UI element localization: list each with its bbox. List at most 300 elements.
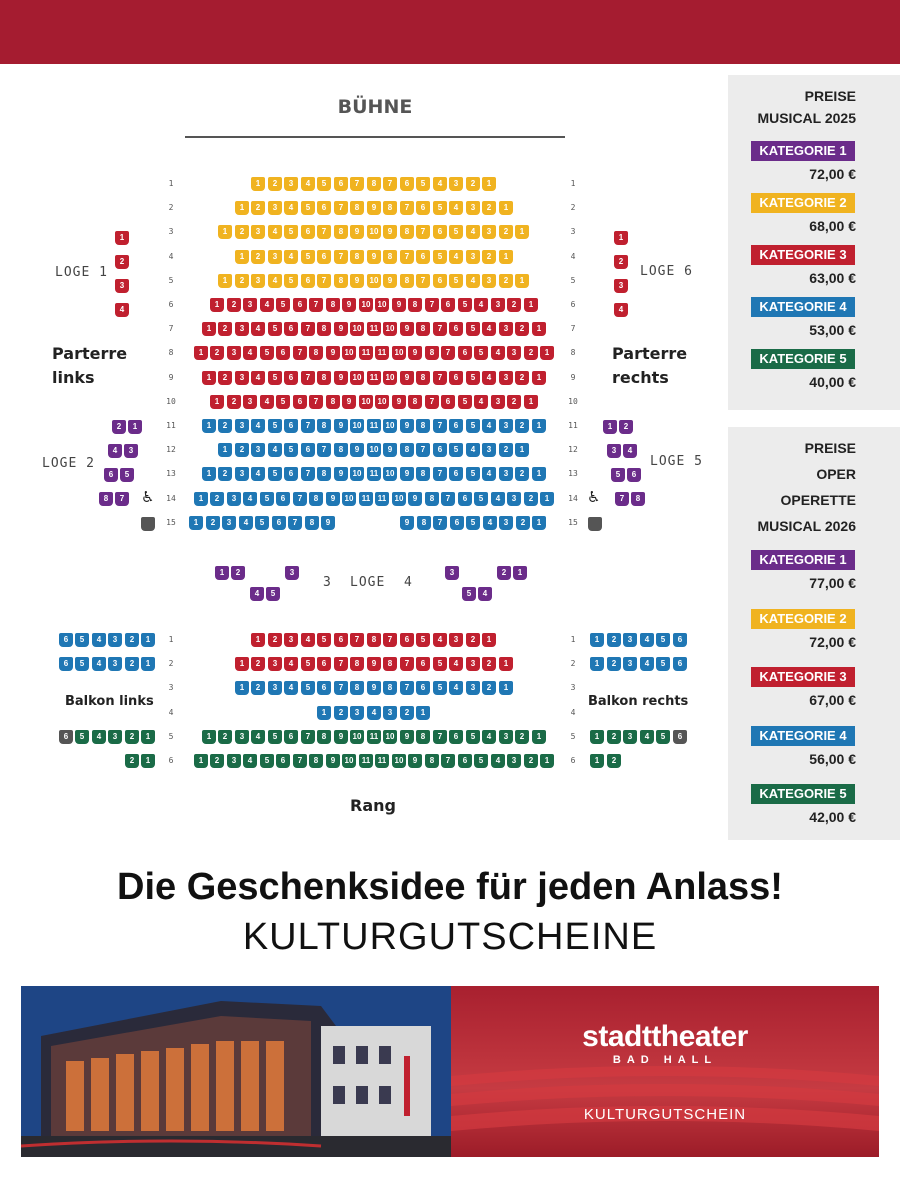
seat-loge5[interactable]: 4	[623, 444, 637, 458]
seat-parterre-r5[interactable]: 9	[350, 274, 364, 288]
seat-rang-r4[interactable]: 2	[400, 706, 414, 720]
seat-parterre-r7[interactable]: 10	[383, 322, 397, 336]
seat-parterre-r10[interactable]: 2	[227, 395, 241, 409]
seat-parterre-r10[interactable]: 4	[474, 395, 488, 409]
seat-rang-r4[interactable]: 3	[383, 706, 397, 720]
seat-parterre-r2[interactable]: 5	[301, 201, 315, 215]
seat-parterre-r13[interactable]: 3	[499, 467, 513, 481]
seat-parterre-r1[interactable]: 8	[367, 177, 381, 191]
seat-parterre-r7[interactable]: 9	[400, 322, 414, 336]
seat-loge4[interactable]: 4	[478, 587, 492, 601]
seat-balkon-links[interactable]: 1	[141, 633, 155, 647]
seat-rang-r6[interactable]: 11	[359, 754, 373, 768]
seat-rang-r1[interactable]: 2	[268, 633, 282, 647]
seat-parterre-r5[interactable]: 6	[433, 274, 447, 288]
seat-loge6[interactable]: 2	[614, 255, 628, 269]
seat-parterre-r1[interactable]: 1	[482, 177, 496, 191]
seat-parterre-r15[interactable]: 6	[450, 516, 464, 530]
seat-parterre-r12[interactable]: 9	[383, 443, 397, 457]
seat-parterre-r1[interactable]: 3	[449, 177, 463, 191]
seat-parterre-r14[interactable]: 9	[326, 492, 340, 506]
seat-parterre-r13[interactable]: 5	[466, 467, 480, 481]
seat-rang-r5[interactable]: 1	[532, 730, 546, 744]
seat-rang-r2[interactable]: 7	[400, 657, 414, 671]
seat-rang-r3[interactable]: 3	[268, 681, 282, 695]
seat-rang-r3[interactable]: 2	[482, 681, 496, 695]
seat-rang-r6[interactable]: 7	[293, 754, 307, 768]
seat-rang-r5[interactable]: 3	[499, 730, 513, 744]
seat-balkon-links[interactable]: 2	[125, 730, 139, 744]
seat-parterre-r6[interactable]: 10	[359, 298, 373, 312]
seat-parterre-r12[interactable]: 2	[499, 443, 513, 457]
seat-parterre-r8[interactable]: 6	[458, 346, 472, 360]
seat-parterre-r5[interactable]: 4	[466, 274, 480, 288]
seat-parterre-r15[interactable]: 3	[499, 516, 513, 530]
seat-rang-r4[interactable]: 1	[317, 706, 331, 720]
seat-parterre-r13[interactable]: 5	[268, 467, 282, 481]
seat-parterre-r6[interactable]: 4	[260, 298, 274, 312]
seat-parterre-r5[interactable]: 6	[301, 274, 315, 288]
seat-parterre-r13[interactable]: 6	[449, 467, 463, 481]
seat-parterre-r12[interactable]: 3	[251, 443, 265, 457]
seat-parterre-r10[interactable]: 5	[276, 395, 290, 409]
seat-parterre-r11[interactable]: 9	[334, 419, 348, 433]
seat-rang-r6[interactable]: 10	[392, 754, 406, 768]
seat-parterre-r2[interactable]: 7	[334, 201, 348, 215]
seat-parterre-r6[interactable]: 8	[408, 298, 422, 312]
seat-rang-r2[interactable]: 8	[350, 657, 364, 671]
seat-rang-r5[interactable]: 3	[235, 730, 249, 744]
seat-parterre-r14[interactable]: 2	[524, 492, 538, 506]
seat-parterre-r9[interactable]: 11	[367, 371, 381, 385]
seat-rang-r3[interactable]: 6	[416, 681, 430, 695]
seat-rang-r2[interactable]: 4	[449, 657, 463, 671]
seat-rang-r1[interactable]: 1	[251, 633, 265, 647]
seat-parterre-r15[interactable]: 5	[255, 516, 269, 530]
seat-rang-r3[interactable]: 1	[499, 681, 513, 695]
seat-parterre-r3[interactable]: 9	[383, 225, 397, 239]
seat-rang-r5[interactable]: 2	[515, 730, 529, 744]
seat-parterre-r6[interactable]: 4	[474, 298, 488, 312]
seat-rang-r1[interactable]: 4	[433, 633, 447, 647]
seat-rang-r1[interactable]: 3	[449, 633, 463, 647]
seat-parterre-r11[interactable]: 4	[482, 419, 496, 433]
seat-rang-r5[interactable]: 7	[301, 730, 315, 744]
seat-parterre-r8[interactable]: 9	[326, 346, 340, 360]
seat-parterre-r9[interactable]: 9	[334, 371, 348, 385]
seat-parterre-r3[interactable]: 2	[235, 225, 249, 239]
seat-rang-r1[interactable]: 7	[350, 633, 364, 647]
seat-parterre-r4[interactable]: 6	[416, 250, 430, 264]
seat-parterre-r2[interactable]: 6	[416, 201, 430, 215]
seat-rang-r3[interactable]: 6	[317, 681, 331, 695]
seat-parterre-r7[interactable]: 3	[499, 322, 513, 336]
seat-rang-r1[interactable]: 6	[400, 633, 414, 647]
seat-rang-r5[interactable]: 10	[383, 730, 397, 744]
seat-rang-r5[interactable]: 1	[202, 730, 216, 744]
seat-rang-r6[interactable]: 5	[474, 754, 488, 768]
seat-parterre-r9[interactable]: 2	[218, 371, 232, 385]
seat-parterre-r2[interactable]: 8	[383, 201, 397, 215]
seat-parterre-r13[interactable]: 10	[350, 467, 364, 481]
seat-parterre-r5[interactable]: 2	[499, 274, 513, 288]
seat-parterre-r9[interactable]: 5	[466, 371, 480, 385]
seat-parterre-r2[interactable]: 4	[284, 201, 298, 215]
seat-parterre-r14[interactable]: 10	[392, 492, 406, 506]
seat-loge3[interactable]: 3	[285, 566, 299, 580]
seat-parterre-r10[interactable]: 2	[507, 395, 521, 409]
seat-parterre-r11[interactable]: 6	[284, 419, 298, 433]
seat-parterre-r1[interactable]: 3	[284, 177, 298, 191]
seat-parterre-r6[interactable]: 1	[210, 298, 224, 312]
seat-parterre-r4[interactable]: 5	[301, 250, 315, 264]
seat-parterre-r7[interactable]: 4	[482, 322, 496, 336]
seat-parterre-r8[interactable]: 3	[507, 346, 521, 360]
seat-parterre-r3[interactable]: 6	[301, 225, 315, 239]
seat-balkon-rechts[interactable]: 4	[640, 633, 654, 647]
seat-parterre-r14[interactable]: 1	[540, 492, 554, 506]
seat-parterre-r8[interactable]: 1	[194, 346, 208, 360]
seat-rang-r3[interactable]: 7	[400, 681, 414, 695]
seat-parterre-r10[interactable]: 10	[375, 395, 389, 409]
seat-parterre-r12[interactable]: 8	[334, 443, 348, 457]
seat-parterre-r7[interactable]: 7	[301, 322, 315, 336]
seat-rang-r6[interactable]: 3	[227, 754, 241, 768]
seat-rang-r5[interactable]: 4	[482, 730, 496, 744]
seat-parterre-r15[interactable]: 8	[305, 516, 319, 530]
seat-parterre-r6[interactable]: 2	[507, 298, 521, 312]
seat-parterre-r14[interactable]: 3	[507, 492, 521, 506]
seat-parterre-r12[interactable]: 5	[449, 443, 463, 457]
seat-parterre-r15[interactable]: 2	[206, 516, 220, 530]
seat-parterre-r11[interactable]: 8	[317, 419, 331, 433]
seat-parterre-r5[interactable]: 10	[367, 274, 381, 288]
seat-rang-r5[interactable]: 5	[268, 730, 282, 744]
seat-parterre-r15[interactable]: 7	[433, 516, 447, 530]
seat-rang-r1[interactable]: 6	[334, 633, 348, 647]
seat-parterre-r14[interactable]: 6	[276, 492, 290, 506]
seat-balkon-rechts[interactable]: 4	[640, 657, 654, 671]
seat-parterre-r9[interactable]: 7	[433, 371, 447, 385]
seat-balkon-links[interactable]: 2	[125, 754, 139, 768]
seat-parterre-r14[interactable]: 4	[243, 492, 257, 506]
seat-parterre-r7[interactable]: 2	[218, 322, 232, 336]
seat-rang-r5[interactable]: 8	[317, 730, 331, 744]
seat-balkon-links[interactable]: 6	[59, 633, 73, 647]
seat-parterre-r2[interactable]: 1	[499, 201, 513, 215]
seat-parterre-r13[interactable]: 2	[515, 467, 529, 481]
seat-parterre-r8[interactable]: 8	[309, 346, 323, 360]
seat-rang-r2[interactable]: 2	[482, 657, 496, 671]
seat-parterre-r8[interactable]: 4	[243, 346, 257, 360]
seat-parterre-r11[interactable]: 1	[202, 419, 216, 433]
seat-parterre-r12[interactable]: 4	[466, 443, 480, 457]
seat-loge3[interactable]: 1	[215, 566, 229, 580]
seat-rang-r5[interactable]: 9	[334, 730, 348, 744]
seat-parterre-r5[interactable]: 8	[400, 274, 414, 288]
seat-balkon-links[interactable]: 1	[141, 730, 155, 744]
seat-loge2[interactable]: 8	[99, 492, 113, 506]
seat-loge1[interactable]: 3	[115, 279, 129, 293]
seat-rang-r2[interactable]: 4	[284, 657, 298, 671]
seat-parterre-r10[interactable]: 3	[243, 395, 257, 409]
seat-loge3[interactable]: 4	[250, 587, 264, 601]
seat-balkon-rechts[interactable]: 6	[673, 633, 687, 647]
seat-parterre-r6[interactable]: 9	[342, 298, 356, 312]
seat-rang-r2[interactable]: 9	[367, 657, 381, 671]
seat-rang-r6[interactable]: 6	[276, 754, 290, 768]
seat-balkon-rechts[interactable]: 1	[590, 754, 604, 768]
seat-parterre-r7[interactable]: 8	[317, 322, 331, 336]
seat-parterre-r13[interactable]: 4	[251, 467, 265, 481]
seat-parterre-r12[interactable]: 1	[515, 443, 529, 457]
seat-parterre-r1[interactable]: 6	[334, 177, 348, 191]
seat-parterre-r10[interactable]: 9	[392, 395, 406, 409]
seat-parterre-r8[interactable]: 10	[392, 346, 406, 360]
seat-rang-r6[interactable]: 2	[524, 754, 538, 768]
seat-parterre-r14[interactable]: 3	[227, 492, 241, 506]
seat-balkon-links[interactable]: 5	[75, 633, 89, 647]
seat-parterre-r7[interactable]: 3	[235, 322, 249, 336]
seat-parterre-r6[interactable]: 6	[293, 298, 307, 312]
seat-parterre-r11[interactable]: 2	[218, 419, 232, 433]
seat-parterre-r10[interactable]: 10	[359, 395, 373, 409]
seat-parterre-r15[interactable]: 9	[321, 516, 335, 530]
seat-rang-r3[interactable]: 4	[284, 681, 298, 695]
seat-parterre-r14[interactable]: 5	[474, 492, 488, 506]
seat-loge3[interactable]: 2	[231, 566, 245, 580]
seat-parterre-r15[interactable]: 3	[222, 516, 236, 530]
seat-loge2[interactable]: 7	[115, 492, 129, 506]
seat-parterre-r4[interactable]: 9	[367, 250, 381, 264]
seat-parterre-r1[interactable]: 7	[383, 177, 397, 191]
seat-parterre-r2[interactable]: 5	[433, 201, 447, 215]
seat-parterre-r13[interactable]: 8	[317, 467, 331, 481]
seat-balkon-rechts[interactable]: 5	[656, 730, 670, 744]
seat-parterre-r6[interactable]: 5	[276, 298, 290, 312]
seat-loge2[interactable]: 3	[124, 444, 138, 458]
seat-parterre-r12[interactable]: 10	[367, 443, 381, 457]
seat-rang-r1[interactable]: 7	[383, 633, 397, 647]
seat-parterre-r5[interactable]: 5	[284, 274, 298, 288]
seat-parterre-r3[interactable]: 3	[251, 225, 265, 239]
seat-parterre-r12[interactable]: 9	[350, 443, 364, 457]
seat-parterre-r8[interactable]: 6	[276, 346, 290, 360]
seat-parterre-r3[interactable]: 5	[449, 225, 463, 239]
seat-loge2[interactable]: 1	[128, 420, 142, 434]
seat-parterre-r9[interactable]: 7	[301, 371, 315, 385]
seat-parterre-r8[interactable]: 10	[342, 346, 356, 360]
seat-rang-r2[interactable]: 3	[466, 657, 480, 671]
seat-parterre-r5[interactable]: 3	[482, 274, 496, 288]
seat-parterre-r11[interactable]: 7	[433, 419, 447, 433]
seat-parterre-r11[interactable]: 7	[301, 419, 315, 433]
seat-parterre-r11[interactable]: 10	[350, 419, 364, 433]
seat-balkon-rechts[interactable]: 5	[656, 633, 670, 647]
seat-parterre-r3[interactable]: 8	[334, 225, 348, 239]
seat-parterre-r2[interactable]: 9	[367, 201, 381, 215]
seat-parterre-r13[interactable]: 1	[202, 467, 216, 481]
seat-loge2[interactable]: 6	[104, 468, 118, 482]
seat-parterre-r15[interactable]: 2	[516, 516, 530, 530]
seat-loge6[interactable]: 3	[614, 279, 628, 293]
seat-rang-r1[interactable]: 5	[317, 633, 331, 647]
seat-parterre-r9[interactable]: 5	[268, 371, 282, 385]
seat-parterre-r15[interactable]: 4	[483, 516, 497, 530]
seat-parterre-r10[interactable]: 9	[342, 395, 356, 409]
seat-loge5[interactable]: 2	[619, 420, 633, 434]
seat-parterre-r10[interactable]: 8	[408, 395, 422, 409]
seat-parterre-r9[interactable]: 1	[532, 371, 546, 385]
seat-balkon-links[interactable]: 4	[92, 657, 106, 671]
seat-parterre-r7[interactable]: 4	[251, 322, 265, 336]
seat-rang-r3[interactable]: 5	[301, 681, 315, 695]
seat-parterre-r3[interactable]: 2	[499, 225, 513, 239]
seat-rang-r5[interactable]: 6	[449, 730, 463, 744]
seat-balkon-rechts[interactable]: 2	[607, 633, 621, 647]
seat-parterre-r12[interactable]: 6	[301, 443, 315, 457]
seat-loge3[interactable]: 5	[266, 587, 280, 601]
seat-rang-r3[interactable]: 4	[449, 681, 463, 695]
seat-loge2[interactable]: 5	[120, 468, 134, 482]
seat-parterre-r10[interactable]: 3	[491, 395, 505, 409]
seat-rang-r2[interactable]: 6	[416, 657, 430, 671]
seat-parterre-r9[interactable]: 6	[284, 371, 298, 385]
seat-parterre-r11[interactable]: 1	[532, 419, 546, 433]
seat-parterre-r11[interactable]: 9	[400, 419, 414, 433]
seat-parterre-r15[interactable]: 5	[466, 516, 480, 530]
seat-parterre-r10[interactable]: 6	[441, 395, 455, 409]
seat-balkon-rechts[interactable]: 3	[623, 730, 637, 744]
seat-parterre-r8[interactable]: 11	[359, 346, 373, 360]
seat-parterre-r1[interactable]: 5	[416, 177, 430, 191]
seat-parterre-r14[interactable]: 4	[491, 492, 505, 506]
seat-parterre-r13[interactable]: 7	[301, 467, 315, 481]
seat-parterre-r12[interactable]: 4	[268, 443, 282, 457]
seat-balkon-rechts[interactable]: 6	[673, 730, 687, 744]
seat-parterre-r9[interactable]: 2	[515, 371, 529, 385]
seat-parterre-r12[interactable]: 7	[317, 443, 331, 457]
seat-parterre-r1[interactable]: 4	[301, 177, 315, 191]
seat-rang-r6[interactable]: 7	[441, 754, 455, 768]
seat-rang-r3[interactable]: 9	[367, 681, 381, 695]
seat-parterre-r11[interactable]: 3	[235, 419, 249, 433]
seat-parterre-r1[interactable]: 5	[317, 177, 331, 191]
seat-loge4[interactable]: 1	[513, 566, 527, 580]
seat-parterre-r3[interactable]: 8	[400, 225, 414, 239]
seat-rang-r5[interactable]: 11	[367, 730, 381, 744]
seat-parterre-r11[interactable]: 2	[515, 419, 529, 433]
seat-parterre-r8[interactable]: 2	[210, 346, 224, 360]
seat-parterre-r8[interactable]: 9	[408, 346, 422, 360]
seat-balkon-rechts[interactable]: 3	[623, 633, 637, 647]
seat-parterre-r14[interactable]: 10	[342, 492, 356, 506]
seat-parterre-r14[interactable]: 9	[408, 492, 422, 506]
seat-parterre-r9[interactable]: 4	[251, 371, 265, 385]
seat-parterre-r11[interactable]: 5	[466, 419, 480, 433]
seat-parterre-r13[interactable]: 11	[367, 467, 381, 481]
seat-parterre-r3[interactable]: 10	[367, 225, 381, 239]
seat-parterre-r14[interactable]: 5	[260, 492, 274, 506]
seat-parterre-r10[interactable]: 1	[524, 395, 538, 409]
seat-balkon-rechts[interactable]: 4	[640, 730, 654, 744]
seat-parterre-r8[interactable]: 8	[425, 346, 439, 360]
seat-rang-r3[interactable]: 2	[251, 681, 265, 695]
seat-loge4[interactable]: 5	[462, 587, 476, 601]
seat-rang-r2[interactable]: 1	[499, 657, 513, 671]
seat-balkon-rechts[interactable]: 6	[673, 657, 687, 671]
seat-parterre-r10[interactable]: 1	[210, 395, 224, 409]
seat-rang-r1[interactable]: 1	[482, 633, 496, 647]
seat-parterre-r2[interactable]: 4	[449, 201, 463, 215]
seat-parterre-r15[interactable]: 1	[532, 516, 546, 530]
seat-parterre-r1[interactable]: 7	[350, 177, 364, 191]
seat-parterre-r5[interactable]: 5	[449, 274, 463, 288]
seat-balkon-links[interactable]: 3	[108, 730, 122, 744]
seat-parterre-r7[interactable]: 2	[515, 322, 529, 336]
seat-parterre-r6[interactable]: 7	[309, 298, 323, 312]
seat-rang-r2[interactable]: 5	[433, 657, 447, 671]
seat-rang-r4[interactable]: 3	[350, 706, 364, 720]
seat-parterre-r1[interactable]: 4	[433, 177, 447, 191]
seat-loge2[interactable]: 2	[112, 420, 126, 434]
seat-parterre-r3[interactable]: 5	[284, 225, 298, 239]
seat-parterre-r12[interactable]: 3	[482, 443, 496, 457]
seat-parterre-r13[interactable]: 6	[284, 467, 298, 481]
seat-parterre-r13[interactable]: 9	[400, 467, 414, 481]
seat-loge6[interactable]: 4	[614, 303, 628, 317]
seat-rang-r6[interactable]: 4	[491, 754, 505, 768]
seat-parterre-r3[interactable]: 7	[416, 225, 430, 239]
seat-parterre-r10[interactable]: 7	[309, 395, 323, 409]
seat-parterre-r11[interactable]: 6	[449, 419, 463, 433]
seat-parterre-r9[interactable]: 8	[416, 371, 430, 385]
seat-parterre-r10[interactable]: 6	[293, 395, 307, 409]
seat-rang-r6[interactable]: 10	[342, 754, 356, 768]
seat-rang-r6[interactable]: 2	[210, 754, 224, 768]
seat-parterre-r6[interactable]: 3	[491, 298, 505, 312]
seat-parterre-r7[interactable]: 5	[466, 322, 480, 336]
seat-balkon-links[interactable]: 5	[75, 657, 89, 671]
seat-balkon-links[interactable]: 2	[125, 633, 139, 647]
seat-loge1[interactable]: 2	[115, 255, 129, 269]
seat-parterre-r5[interactable]: 3	[251, 274, 265, 288]
seat-parterre-r12[interactable]: 6	[433, 443, 447, 457]
seat-parterre-r5[interactable]: 7	[416, 274, 430, 288]
seat-parterre-r13[interactable]: 4	[482, 467, 496, 481]
seat-parterre-r8[interactable]: 7	[441, 346, 455, 360]
seat-parterre-r12[interactable]: 8	[400, 443, 414, 457]
seat-parterre-r7[interactable]: 10	[350, 322, 364, 336]
seat-parterre-r8[interactable]: 5	[260, 346, 274, 360]
seat-parterre-r10[interactable]: 7	[425, 395, 439, 409]
seat-parterre-r6[interactable]: 2	[227, 298, 241, 312]
seat-parterre-r14[interactable]: 8	[425, 492, 439, 506]
seat-parterre-r1[interactable]: 2	[268, 177, 282, 191]
seat-parterre-r4[interactable]: 2	[482, 250, 496, 264]
seat-loge5[interactable]: 5	[611, 468, 625, 482]
seat-parterre-r3[interactable]: 4	[268, 225, 282, 239]
seat-parterre-r14[interactable]: 2	[210, 492, 224, 506]
seat-parterre-r7[interactable]: 11	[367, 322, 381, 336]
seat-rang-r5[interactable]: 6	[284, 730, 298, 744]
seat-rang-r1[interactable]: 8	[367, 633, 381, 647]
seat-balkon-links[interactable]: 2	[125, 657, 139, 671]
seat-rang-r6[interactable]: 9	[326, 754, 340, 768]
seat-rang-r3[interactable]: 7	[334, 681, 348, 695]
seat-parterre-r3[interactable]: 7	[317, 225, 331, 239]
seat-balkon-links[interactable]: 3	[108, 657, 122, 671]
